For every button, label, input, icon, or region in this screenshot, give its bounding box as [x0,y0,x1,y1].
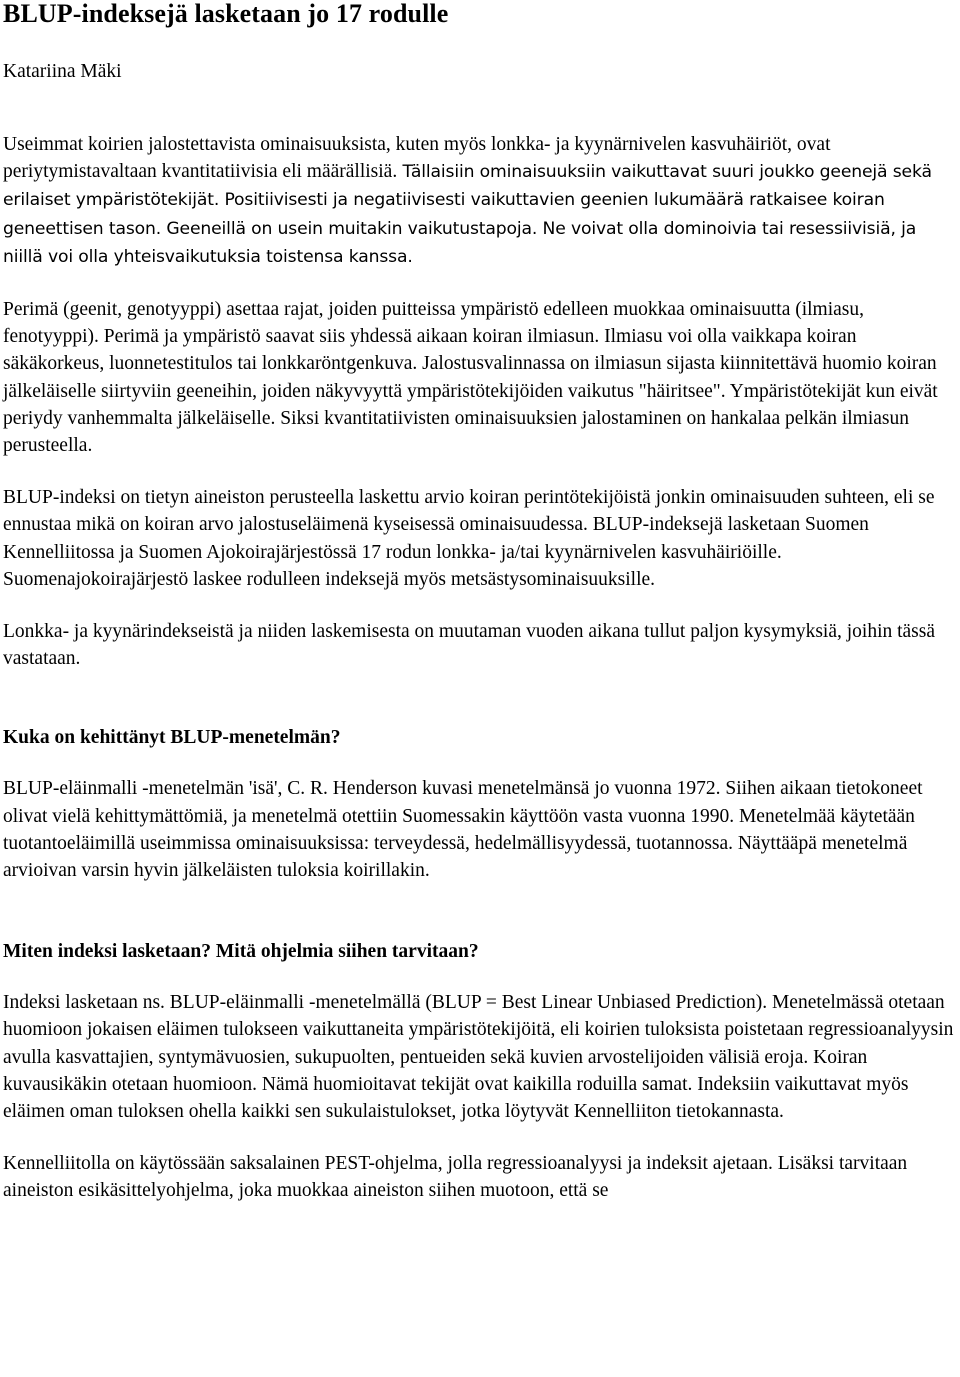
article [3,0,957,1205]
section-heading-kehittaja: Kuka on kehittänyt BLUP-menetelmän? [3,727,341,749]
paragraph-kysymyksia: Lonkka- ja kyynärindekseistä ja niiden laskemisesta on muutaman vuoden aikana tullut paljon kysymyksiä, joihin tässä vastataan. [3,621,936,670]
paragraph-blup-indeksi: BLUP-indeksi on tietyn aineiston perusteella laskettu arvio koiran perintötekijöistä jonkin ominaisuuden suhteen, eli se ennustaa mikä on koiran arvo jalostuseläimenä kyseisessä ominaisuudessa. BLUP-indeksejä lasketaan Suomen Kennelliitossa ja Suomen Ajokoirajärjestössä 17 rodun lonkka- ja/tai kyynärnivelen kasvuhäiriöille. Suomenajokoirajärjestö laskee rodulleen indeksejä myös metsästysominaisuuksille. [3,487,935,590]
paragraph-pest-ohjelma: Kennelliitolla on käytössään saksalainen PEST-ohjelma, jolla regressioanalyysi ja indeksit ajetaan. Lisäksi tarvitaan aineiston esikäsittelyohjelma, joka muokkaa aineiston siihen muotoon, että se [3,1153,908,1202]
author-name: Katariina Mäki [3,61,122,82]
section-heading-laskenta: Miten indeksi lasketaan? Mitä ohjelmia siihen tarvitaan? [3,941,479,963]
paragraph-henderson: BLUP-eläinmalli -menetelmän 'isä', C. R. Henderson kuvasi menetelmänsä jo vuonna 1972. Siihen aikaan tietokoneet olivat vielä kehittymättömiä, ja menetelmä otettiin Suomessakin käyttöön vasta vuonna 1990. Menetelmää käytetään tuotantoeläimillä useimmissa ominaisuuksissa: terveydessä, hedelmällisyydessä, tuotannossa. Näyttääpä menetelmä arvioivan varsin hyvin jälkeläisten tuloksia koirillakin. [3,778,923,882]
paragraph-perima: Perimä (geenit, genotyyppi) asettaa rajat, joiden puitteissa ympäristö edelleen muokkaa ominaisuutta (ilmiasu, fenotyyppi). Perimä ja ympäristö saavat siis yhdessä aikaan koiran ilmiasun. Ilmiasu voi olla vaikkapa koiran säkäkorkeus, luonnetestitulos tai lonkkaröntgenkuva. Jalostusvalinnassa on ilmiasun sijasta kiinnitettävä huomio koiran jälkeläiselle siirtyviin geeneihin, joiden näkyvyyttä ympäristötekijöiden vaikutus "häiritsee". Ympäristötekijät kun eivät periydy vanhemmalta jälkeläiselle. Siksi kvantitatiivisten ominaisuuksien jalostaminen on hankalaa pelkän ilmiasun perusteella. [3,299,938,457]
paragraph-menetelma: Indeksi lasketaan ns. BLUP-eläinmalli -menetelmällä (BLUP = Best Linear Unbiased Prediction). Menetelmässä otetaan huomioon jokaisen eläimen tulokseen vaikuttaneita ympäristötekijöitä, eli koirien tuloksista poistetaan regressioanalyysin avulla kasvattajien, syntymävuosien, sukupuolten, pentueiden sekä kuvien arvostelijoiden välisiä eroja. Koiran kuvausikäkin otetaan huomioon. Nämä huomioitavat tekijät ovat kaikilla roduilla samat. Indeksiin vaikuttavat myös eläimen oman tuloksen ohella kaikki sen sukulaistulokset, jotka löytyvät Kennelliiton tietokannasta. [3,992,954,1123]
page-title: BLUP-indeksejä lasketaan jo 17 rodulle [3,0,449,28]
paragraph-intro-serif: Useimmat koirien jalostettavista ominaisuuksista, kuten myös lonkka- ja kyynärnivelen kasvuhäiriöt, ovat periytymistavaltaan kvantitatiivisia eli määrällisiä. [3,134,831,183]
paragraph-intro [3,131,957,271]
paragraph-intro-sans: Tällaisiin ominaisuuksiin vaikuttavat suuri joukko geenejä sekä erilaiset ympäristötekijät. Positiivisesti ja negatiivisesti vaikuttavien geenien lukumäärä ratkaisee koiran geneettisen tason. Geeneillä on usein muitakin vaikutustapoja. Ne voivat olla dominoivia tai resessiivisiä, ja niillä voi olla yhteisvaikutuksia toistensa kanssa. [3,162,932,267]
